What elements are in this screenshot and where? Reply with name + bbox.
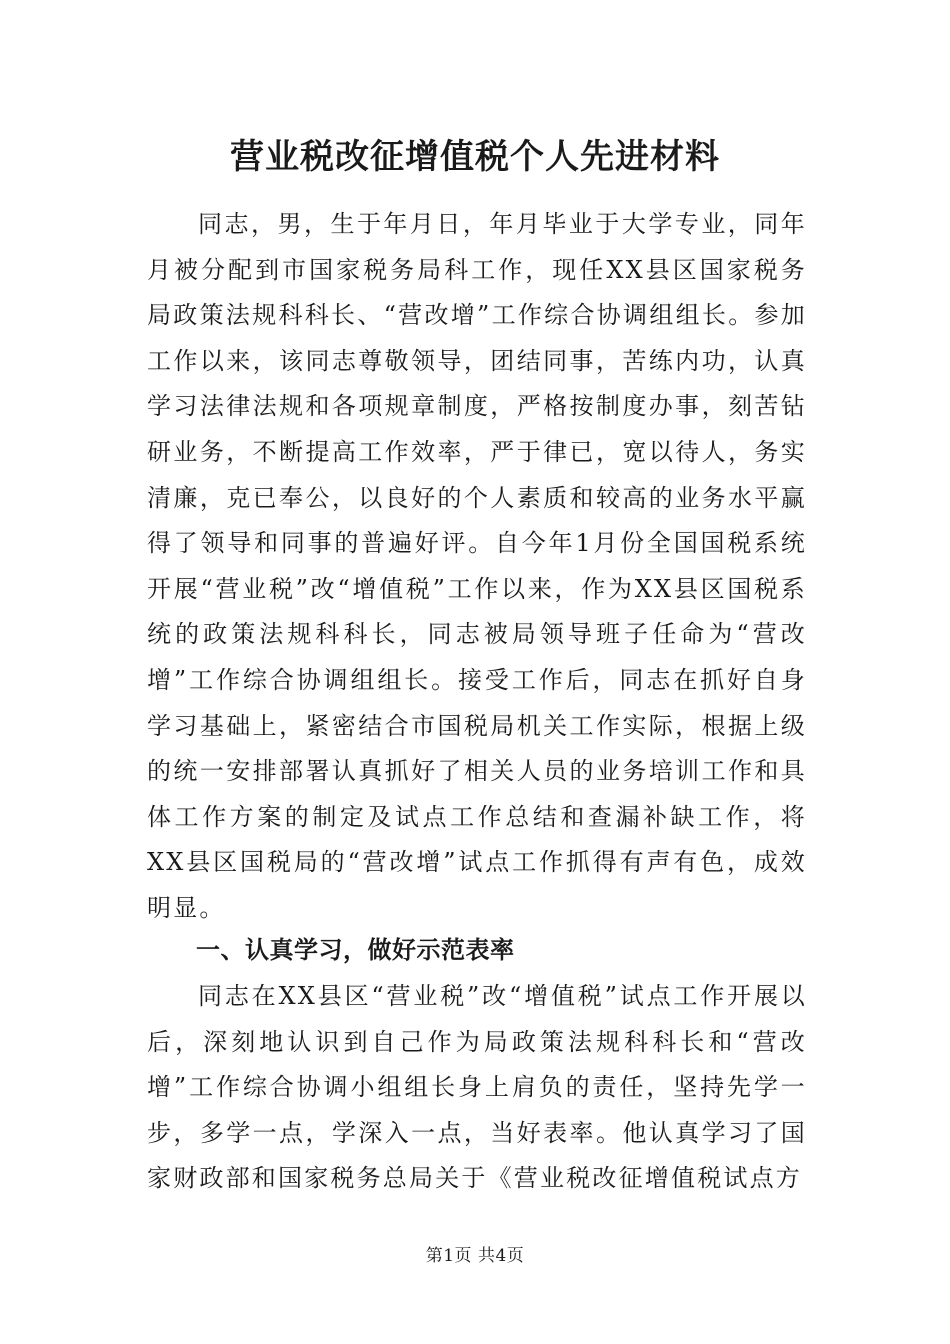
- section-heading-1: 一、认真学习，做好示范表率: [196, 936, 515, 964]
- body-paragraph-2: 同志在XX县区“营业税”改“增值税”试点工作开展以后，深刻地认识到自己作为局政策法规科科长和“营改增”工作综合协调小组组长身上肩负的责任，坚持先学一步，多学一点，学深入一点，当好表率。他认真学习了国家财政部和国家税务总局关于《营业税改征增值税试点方: [147, 982, 807, 1193]
- document-title: 营业税改征增值税个人先进材料: [230, 137, 720, 177]
- page-number-footer: 第1页 共4页: [425, 1246, 525, 1266]
- body-paragraph-1: 同志，男，生于年月日，年月毕业于大学专业，同年月被分配到市国家税务局科工作，现任XX县区国家税务局政策法规科科长、“营改增”工作综合协调组组长。参加工作以来，该同志尊敬领导，团结同事，苦练内功，认真学习法律法规和各项规章制度，严格按制度办事，刻苦钻研业务，不断提高工作效率，严于律已，宽以待人，务实清廉，克已奉公，以良好的个人素质和较高的业务水平赢得了领导和同事的普遍好评。自今年1月份全国国税系统开展“营业税”改“增值税”工作以来，作为XX县区国税系统的政策法规科科长，同志被局领导班子任命为“营改增”工作综合协调组组长。接受工作后，同志在抓好自身学习基础上，紧密结合市国税局机关工作实际，根据上级的统一安排部署认真抓好了相关人员的业务培训工作和具体工作方案的制定及试点工作总结和查漏补缺工作，将XX县区国税局的“营改增”试点工作抓得有声有色，成效明显。: [147, 210, 807, 922]
